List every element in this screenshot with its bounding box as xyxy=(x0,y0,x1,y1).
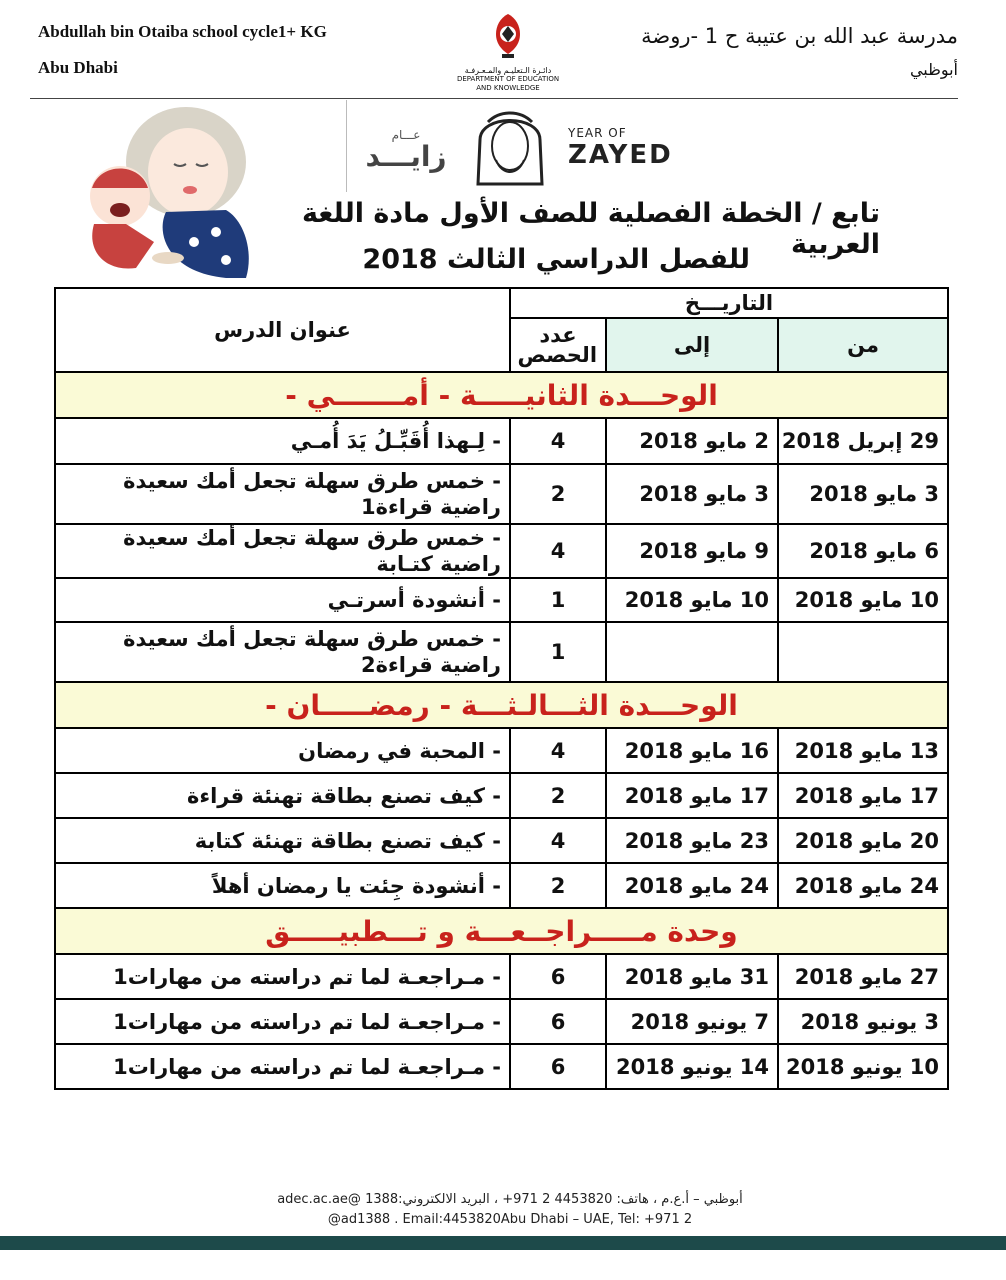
lesson-count: 1 xyxy=(510,622,606,682)
unit-row xyxy=(55,372,948,418)
unit-row xyxy=(55,908,948,954)
department-logo xyxy=(456,12,560,93)
from-date: 17 مايو 2018 xyxy=(778,773,948,818)
lesson-title: - مـراجعـة لما تم دراسته من مهارات1 xyxy=(55,1044,510,1089)
lesson-count-header: عدد الحصص xyxy=(510,318,606,372)
date-header: التاريـــخ xyxy=(510,288,948,318)
to-date: 9 مايو 2018 xyxy=(606,524,778,578)
to-date: 7 يونيو 2018 xyxy=(606,999,778,1044)
to-date: 2 مايو 2018 xyxy=(606,418,778,464)
portrait-icon xyxy=(460,100,560,192)
to-date: 31 مايو 2018 xyxy=(606,954,778,999)
from-date: 24 مايو 2018 xyxy=(778,863,948,908)
to-date xyxy=(606,622,778,682)
lesson-title: - أنشودة جِئت يا رمضان أهلاً xyxy=(55,863,510,908)
unit-row xyxy=(55,682,948,728)
lesson-title: - كيف تصنع بطاقة تهنئة كتابة xyxy=(55,818,510,863)
unit-title: وحدة مـــــراجــعـــة و تـــطبيـــــق xyxy=(55,908,948,954)
from-date: 3 مايو 2018 xyxy=(778,464,948,524)
table-row xyxy=(55,622,948,682)
lesson-count: 2 xyxy=(510,464,606,524)
year-ar-big: زايـــد xyxy=(365,140,447,173)
lesson-title: - خمس طرق سهلة تجعل أمك سعيدة راضية كتـابة xyxy=(55,524,510,578)
from-date: 6 مايو 2018 xyxy=(778,524,948,578)
lesson-count: 4 xyxy=(510,818,606,863)
emblem-icon xyxy=(488,12,528,60)
lesson-title: - خمس طرق سهلة تجعل أمك سعيدة راضية قراءة2 xyxy=(55,622,510,682)
zayed-portrait xyxy=(460,100,560,196)
to-date: 3 مايو 2018 xyxy=(606,464,778,524)
to-header: إلى xyxy=(606,318,778,372)
lesson-count: 4 xyxy=(510,524,606,578)
footer-bar xyxy=(0,1236,1006,1250)
year-ar-small: عـــام xyxy=(391,128,421,142)
table-row xyxy=(55,1044,948,1089)
table-row xyxy=(55,418,948,464)
from-date: 10 يونيو 2018 xyxy=(778,1044,948,1089)
lesson-count: 6 xyxy=(510,954,606,999)
footer-line-arabic: أبوظبي – أ.ع.م ، هاتف: 4453820 2 971+ ، البريد الالكتروني:1388 @adec.ac.ae xyxy=(277,1192,743,1207)
semester-plan-table xyxy=(54,287,949,1090)
mother-baby-illustration xyxy=(76,92,256,286)
footer-contact xyxy=(180,1190,840,1230)
logo-separator xyxy=(346,100,347,192)
from-date: 27 مايو 2018 xyxy=(778,954,948,999)
to-date: 14 يونيو 2018 xyxy=(606,1044,778,1089)
year-of-zayed-arabic xyxy=(352,128,460,172)
table-row xyxy=(55,773,948,818)
unit-title: الوحـــدة الثانيـــــة - أمـــــــي - xyxy=(55,372,948,418)
from-header: من xyxy=(778,318,948,372)
page-subtitle: للفصل الدراسي الثالث 2018 xyxy=(362,244,750,275)
lesson-count: 6 xyxy=(510,1044,606,1089)
lesson-count: 2 xyxy=(510,863,606,908)
table-row xyxy=(55,728,948,773)
from-date xyxy=(778,622,948,682)
unit-title: الوحـــدة الثـــالـثـــة - رمضـــــان - xyxy=(55,682,948,728)
lesson-count: 2 xyxy=(510,773,606,818)
lesson-title: - لِـهذا أُقَبِّـلُ يَدَ أُمـي xyxy=(55,418,510,464)
lesson-title: - مـراجعـة لما تم دراسته من مهارات1 xyxy=(55,954,510,999)
footer-line-english: @ad1388 . Email:4453820Abu Dhabi – UAE, Tel: +971 2 xyxy=(327,1212,693,1227)
city-english: Abu Dhabi xyxy=(38,58,118,77)
lesson-count: 6 xyxy=(510,999,606,1044)
lesson-title: - المحبة في رمضان xyxy=(55,728,510,773)
to-date: 16 مايو 2018 xyxy=(606,728,778,773)
to-date: 24 مايو 2018 xyxy=(606,863,778,908)
lesson-title: - كيف تصنع بطاقة تهنئة قراءة xyxy=(55,773,510,818)
year-en-small: YEAR OF xyxy=(568,126,627,140)
table-row xyxy=(55,954,948,999)
from-date: 10 مايو 2018 xyxy=(778,578,948,622)
mother-baby-icon xyxy=(76,92,256,282)
lesson-count: 4 xyxy=(510,418,606,464)
to-date: 23 مايو 2018 xyxy=(606,818,778,863)
table-row xyxy=(55,818,948,863)
year-en-big: ZAYED xyxy=(568,140,673,170)
lesson-count: 4 xyxy=(510,728,606,773)
from-date: 29 إبريل 2018 xyxy=(778,418,948,464)
table-row xyxy=(55,524,948,578)
school-name-english: Abdullah bin Otaiba school cycle1+ KG xyxy=(38,22,327,41)
table-header-row xyxy=(55,288,948,318)
table-row xyxy=(55,464,948,524)
lesson-title: - خمس طرق سهلة تجعل أمك سعيدة راضية قراءة1 xyxy=(55,464,510,524)
lesson-title: - أنشودة أسرتـي xyxy=(55,578,510,622)
lesson-title: - مـراجعـة لما تم دراسته من مهارات1 xyxy=(55,999,510,1044)
table-row xyxy=(55,999,948,1044)
from-date: 13 مايو 2018 xyxy=(778,728,948,773)
page-title: تابع / الخطة الفصلية للصف الأول مادة اللغة العربية xyxy=(301,198,880,260)
school-name-arabic: مدرسة عبد الله بن عتيبة ح 1 -روضة xyxy=(641,24,958,48)
year-of-zayed-english xyxy=(568,126,673,170)
to-date: 10 مايو 2018 xyxy=(606,578,778,622)
table-row xyxy=(55,578,948,622)
to-date: 17 مايو 2018 xyxy=(606,773,778,818)
department-name-english-2: AND KNOWLEDGE xyxy=(476,84,540,92)
city-arabic: أبوظبي xyxy=(909,60,958,79)
lesson-count: 1 xyxy=(510,578,606,622)
department-name-english-1: DEPARTMENT OF EDUCATION xyxy=(456,75,560,83)
table-row xyxy=(55,863,948,908)
department-name-arabic: دائـرة الـتعليـم والمـعـرفـة xyxy=(464,66,552,75)
lesson-title-header: عنوان الدرس xyxy=(55,288,510,372)
from-date: 20 مايو 2018 xyxy=(778,818,948,863)
from-date: 3 يونيو 2018 xyxy=(778,999,948,1044)
